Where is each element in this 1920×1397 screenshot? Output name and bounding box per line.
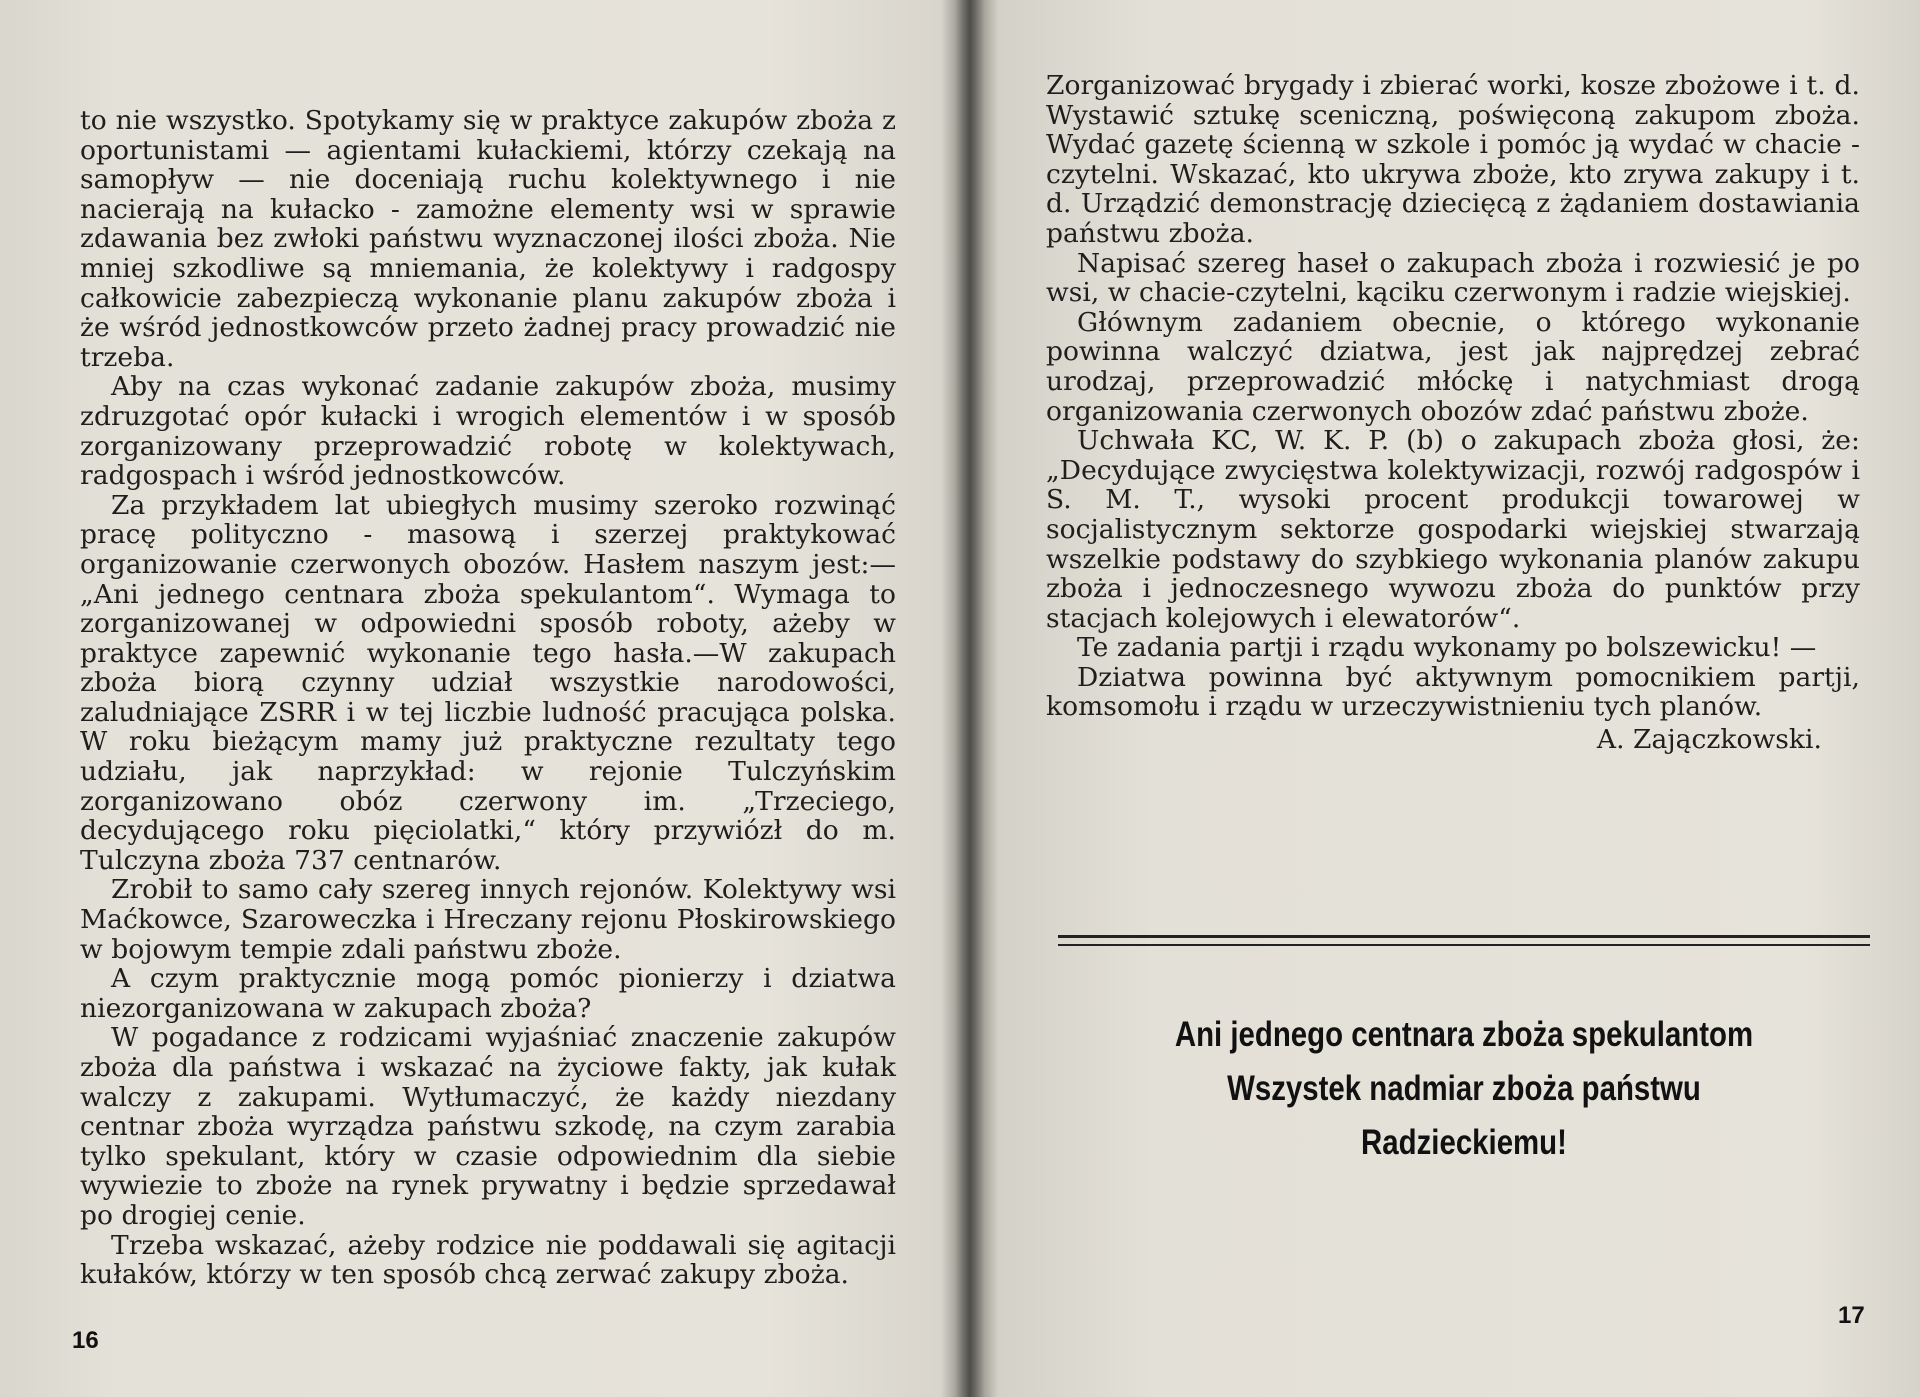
paragraph: Te zadania partji i rządu wykonamy po bolszewicku! — [1077, 632, 1817, 664]
divider-rule [1058, 935, 1870, 938]
paragraph: A czym praktycznie mogą pomóc pionierzy i dziatwa niezorganizowana w zakupach zboża? [80, 963, 896, 1024]
paragraph: Trzeba wskazać, ażeby rodzice nie poddawali się agitacji kułaków, którzy w ten sposób chcą zerwać zakupy zboża. [80, 1229, 896, 1291]
paragraph: Zorganizować brygady i zbierać worki, kosze zbożowe i t. d. Wystawić sztukę sceniczną, poświęconą zakupom zboża. Wydać gazetę ścienną w szkole i pomóc ją wydać w chacie - czytelni. Wskazać, kto ukrywa zboże, kto zrywa zakupy i t. d. Urządzić demonstrację dziecięcą z żądaniem dostawiania państwu zboża. [1046, 70, 1860, 249]
paragraph: Uchwała KC, W. K. P. (b) o zakupach zboża głosi, że: „Decydujące zwycięstwa kolektywizacji, rozwój radgospów i S. M. T., wysoki procent produkcji towarowej w socjalistycznym sektorze gospodarki wiejskiej stwarzają wszelkie podstawy do szybkiego wykonania planów zakupu zboża i jednoczesnego wywozu zboża do punktów przy stacjach kolejowych i elewatorów“. [1046, 425, 1860, 634]
page-number: 17 [1838, 1302, 1865, 1329]
author-signature: A. Zajączkowski. [1596, 724, 1822, 756]
paragraph: Za przykładem lat ubiegłych musimy szeroko rozwinąć pracę polityczno - masową i szerzej praktykować organizowanie czerwonych obozów. Hasłem naszym jest:— „Ani jednego centnara zboża spekulantom“. Wymaga to zorganizowanej w odpowiedni sposób roboty, ażeby w praktyce zapewnić wykonanie tego hasła.—W zakupach zboża biorą czynny udział wszystkie narodowości, zaludniające ZSRR i w tej liczbie ludność pracująca polska. W roku bieżącym mamy już praktyczne rezultaty tego udziału, jak naprzykład: w rejonie Tulczyńskim zorganizowano obóz czerwony im. „Trzeciego, decydującego roku pięciolatki,“ który przywiózł do m. Tulczyna zboża 737 centnarów. [80, 489, 896, 876]
slogan-line: Wszystek nadmiar zboża państwu [1227, 1069, 1701, 1108]
right-page-body [1046, 71, 1860, 755]
paragraph: Głównym zadaniem obecnie, o którego wykonanie powinna walczyć dziatwa, jest jak najprędzej zebrać urodzaj, przeprowadzić młóckę i natychmiast drogą organizowania czerwonych obozów zdać państwu zboże. [1046, 306, 1860, 427]
book-gutter [955, 0, 985, 1397]
slogan-block [1123, 1008, 1805, 1170]
paragraph: Dziatwa powinna być aktywnym pomocnikiem partji, komsomołu i rządu w urzeczywistnieniu tych planów. [1046, 661, 1860, 723]
right-page [978, 0, 1920, 1397]
slogan-line: Ani jednego centnara zboża spekulantom [1174, 1015, 1754, 1054]
left-page-body [80, 106, 896, 1290]
paragraph: W pogadance z rodzicami wyjaśniać znaczenie zakupów zboża dla państwa i wskazać na życiowe fakty, jak kułak walczy z zakupami. Wytłumaczyć, że każdy niezdany centnar zboża wyrządza państwu szkodę, na czym zarabia tylko spekulant, który w czasie odpowiednim dla siebie wywiezie to zboże na rynek prywatny i będzie sprzedawał po drogiej cenie. [80, 1022, 896, 1231]
page-number: 16 [72, 1327, 99, 1354]
paragraph: Aby na czas wykonać zadanie zakupów zboża, musimy zdruzgotać opór kułacki i wrogich elementów i w sposób zorganizowany przeprowadzić robotę w kolektywach, radgospach i wśród jednostkowców. [80, 371, 896, 492]
slogan-line: Radzieckiemu! [1361, 1123, 1567, 1162]
paragraph: Napisać szereg haseł o zakupach zboża i rozwiesić je po wsi, w chacie-czytelni, kąciku czerwonym i radzie wiejskiej. [1046, 247, 1860, 309]
paragraph: Zrobił to samo cały szereg innych rejonów. Kolektywy wsi Maćkowce, Szaroweczka i Hreczany rejonu Płoskirowskiego w bojowym tempie zdali państwu zboże. [80, 874, 896, 965]
divider-rule [1058, 944, 1870, 946]
paragraph: to nie wszystko. Spotykamy się w praktyce zakupów zboża z oportunistami — agientami kułackiemi, którzy czekają na samopływ — nie doceniają ruchu kolektywnego i nie nacierają na kułacko - zamożne elementy wsi w sprawie zdawania bez zwłoki państwu wyznaczonej ilości zboża. Nie mniej szkodliwe są mniemania, że kolektywy i radgospy całkowicie zabezpieczą wykonanie planu zakupów zboża i że wśród jednostkowców przeto żadnej pracy prowadzić nie trzeba. [80, 105, 896, 373]
